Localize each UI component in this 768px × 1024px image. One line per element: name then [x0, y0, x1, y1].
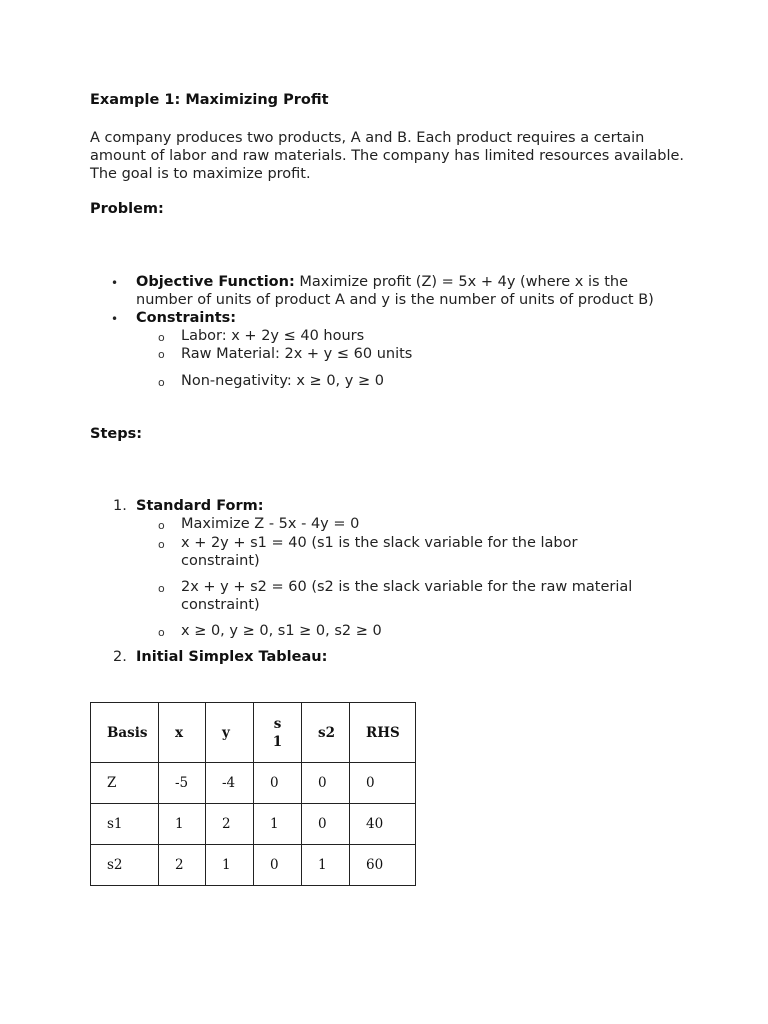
- table-header-row: [91, 703, 416, 763]
- problem-heading: Problem:: [90, 201, 164, 217]
- sub-bullet-icon: o: [158, 582, 165, 595]
- table-cell: s1: [91, 804, 159, 845]
- table-row: [91, 845, 416, 886]
- steps-heading: Steps:: [90, 426, 143, 442]
- header-basis: Basis: [91, 703, 159, 763]
- sub-bullet-icon: o: [158, 538, 165, 551]
- table-cell: 1: [302, 845, 350, 886]
- objective-label: Objective Function:: [136, 274, 295, 290]
- header-s2: s2: [302, 703, 350, 763]
- table-row: [91, 804, 416, 845]
- objective-text-cont: number of units of product A and y is the number of units of product B): [136, 292, 654, 308]
- table-cell: 1: [159, 804, 206, 845]
- header-y: y: [206, 703, 254, 763]
- table-row: [91, 763, 416, 804]
- standard-form-non-negativity: x ≥ 0, y ≥ 0, s1 ≥ 0, s2 ≥ 0: [181, 623, 382, 639]
- table-cell: s2: [91, 845, 159, 886]
- table-cell: 0: [302, 763, 350, 804]
- sub-bullet-icon: o: [158, 331, 165, 344]
- sub-bullet-icon: o: [158, 519, 165, 532]
- standard-form-objective: Maximize Z - 5x - 4y = 0: [181, 516, 360, 532]
- document-title: Example 1: Maximizing Profit: [90, 92, 329, 108]
- constraint-labor: Labor: x + 2y ≤ 40 hours: [181, 328, 365, 344]
- table-cell: 0: [254, 845, 302, 886]
- sub-bullet-icon: o: [158, 626, 165, 639]
- objective-function-item: [136, 273, 736, 309]
- header-s1: s 1: [254, 703, 302, 763]
- constraint-raw-material: Raw Material: 2x + y ≤ 60 units: [181, 346, 413, 362]
- constraint-non-negativity: Non-negativity: x ≥ 0, y ≥ 0: [181, 373, 384, 389]
- standard-form-raw-material-cont: constraint): [181, 597, 260, 613]
- standard-form-labor: x + 2y + s1 = 40 (s1 is the slack variable for the labor: [181, 535, 578, 551]
- step-standard-form-label: Standard Form:: [136, 498, 264, 514]
- bullet-icon: •: [111, 276, 119, 290]
- standard-form-raw-material: 2x + y + s2 = 60 (s2 is the slack variable for the raw material: [181, 579, 633, 595]
- table-cell: 2: [159, 845, 206, 886]
- table-cell: 0: [302, 804, 350, 845]
- table-cell: 0: [350, 763, 416, 804]
- constraints-label: Constraints:: [136, 310, 237, 326]
- sub-bullet-icon: o: [158, 348, 165, 361]
- simplex-tableau: [90, 702, 416, 886]
- table-cell: 0: [254, 763, 302, 804]
- sub-bullet-icon: o: [158, 376, 165, 389]
- table-cell: 60: [350, 845, 416, 886]
- table-cell: -5: [159, 763, 206, 804]
- header-x: x: [159, 703, 206, 763]
- step-simplex-tableau-label: Initial Simplex Tableau:: [136, 649, 328, 665]
- header-rhs: RHS: [350, 703, 416, 763]
- bullet-icon: •: [111, 312, 119, 326]
- table-cell: Z: [91, 763, 159, 804]
- table-cell: 2: [206, 804, 254, 845]
- table-cell: 1: [206, 845, 254, 886]
- intro-paragraph: A company produces two products, A and B. Each product requires a certain amount of labor and raw materials. The company has limited resources available. The goal is to maximize profit.: [90, 130, 685, 182]
- standard-form-labor-cont: constraint): [181, 553, 260, 569]
- step-number: 1.: [113, 498, 127, 514]
- table-cell: -4: [206, 763, 254, 804]
- table-cell: 1: [254, 804, 302, 845]
- objective-text: Maximize profit (Z) = 5x + 4y (where x is the: [294, 274, 628, 290]
- step-number: 2.: [113, 649, 127, 665]
- table-cell: 40: [350, 804, 416, 845]
